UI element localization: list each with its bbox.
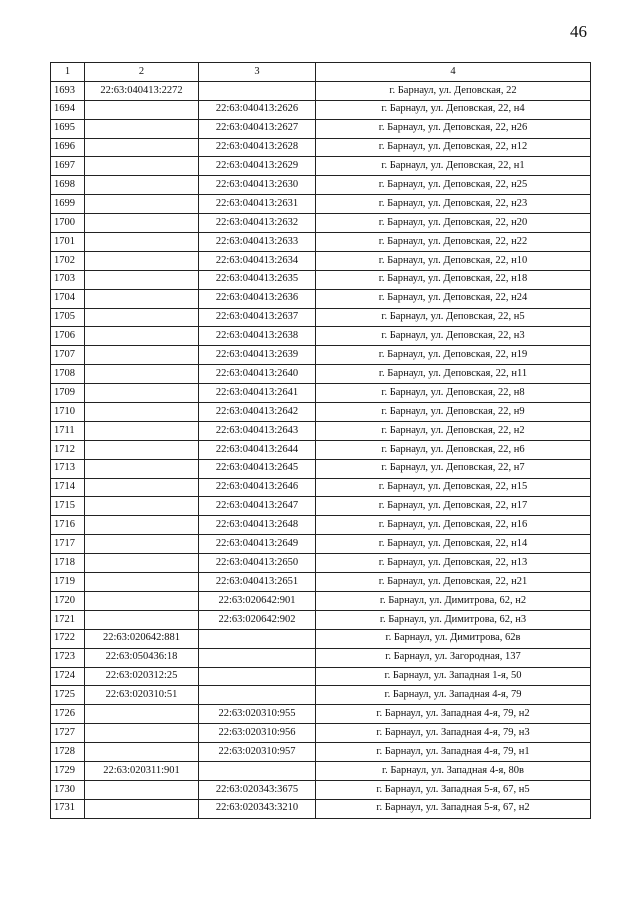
row-number-cell: 1721: [51, 610, 85, 629]
premises-cadastral-number-cell: 22:63:040413:2634: [199, 251, 316, 270]
row-number-cell: 1711: [51, 421, 85, 440]
premises-cadastral-number-cell: 22:63:040413:2639: [199, 346, 316, 365]
row-number-cell: 1717: [51, 535, 85, 554]
address-cell: г. Барнаул, ул. Деповская, 22, н1: [316, 157, 591, 176]
cadastral-number-cell: [85, 403, 199, 422]
premises-cadastral-number-cell: 22:63:040413:2640: [199, 365, 316, 384]
premises-cadastral-number-cell: 22:63:040413:2645: [199, 459, 316, 478]
cadastral-number-cell: 22:63:020642:881: [85, 629, 199, 648]
column-header-1: 1: [51, 63, 85, 82]
premises-cadastral-number-cell: 22:63:040413:2649: [199, 535, 316, 554]
row-number-cell: 1724: [51, 667, 85, 686]
address-cell: г. Барнаул, ул. Димитрова, 62в: [316, 629, 591, 648]
address-cell: г. Барнаул, ул. Деповская, 22, н24: [316, 289, 591, 308]
cadastral-number-cell: [85, 554, 199, 573]
cadastral-number-cell: [85, 421, 199, 440]
premises-cadastral-number-cell: 22:63:040413:2646: [199, 478, 316, 497]
address-cell: г. Барнаул, ул. Загородная, 137: [316, 648, 591, 667]
address-cell: г. Барнаул, ул. Деповская, 22, н14: [316, 535, 591, 554]
address-cell: г. Барнаул, ул. Деповская, 22, н18: [316, 270, 591, 289]
cadastral-number-cell: [85, 799, 199, 818]
premises-cadastral-number-cell: 22:63:020310:957: [199, 743, 316, 762]
table-row: [51, 780, 591, 799]
address-cell: г. Барнаул, ул. Западная 1-я, 50: [316, 667, 591, 686]
cadastral-number-cell: [85, 497, 199, 516]
row-number-cell: 1694: [51, 100, 85, 119]
cadastral-number-cell: [85, 724, 199, 743]
row-number-cell: 1722: [51, 629, 85, 648]
registry-table: [50, 62, 591, 819]
table-row: [51, 610, 591, 629]
table-row: [51, 157, 591, 176]
premises-cadastral-number-cell: 22:63:040413:2629: [199, 157, 316, 176]
table-row: [51, 478, 591, 497]
address-cell: г. Барнаул, ул. Деповская, 22, н21: [316, 573, 591, 592]
row-number-cell: 1723: [51, 648, 85, 667]
premises-cadastral-number-cell: 22:63:040413:2638: [199, 327, 316, 346]
row-number-cell: 1714: [51, 478, 85, 497]
row-number-cell: 1715: [51, 497, 85, 516]
address-cell: г. Барнаул, ул. Деповская, 22, н16: [316, 516, 591, 535]
table-row: [51, 421, 591, 440]
table-row: [51, 195, 591, 214]
row-number-cell: 1731: [51, 799, 85, 818]
cadastral-number-cell: 22:63:050436:18: [85, 648, 199, 667]
table-row: [51, 573, 591, 592]
table-body: [51, 81, 591, 818]
row-number-cell: 1700: [51, 214, 85, 233]
cadastral-number-cell: [85, 591, 199, 610]
page-number: 46: [570, 22, 587, 41]
premises-cadastral-number-cell: [199, 686, 316, 705]
row-number-cell: 1716: [51, 516, 85, 535]
row-number-cell: 1710: [51, 403, 85, 422]
cadastral-number-cell: [85, 535, 199, 554]
cadastral-number-cell: [85, 157, 199, 176]
row-number-cell: 1708: [51, 365, 85, 384]
premises-cadastral-number-cell: 22:63:040413:2630: [199, 176, 316, 195]
table-row: [51, 535, 591, 554]
cadastral-number-cell: 22:63:020312:25: [85, 667, 199, 686]
row-number-cell: 1693: [51, 81, 85, 100]
table-row: [51, 308, 591, 327]
address-cell: г. Барнаул, ул. Деповская, 22, н11: [316, 365, 591, 384]
address-cell: г. Барнаул, ул. Деповская, 22, н25: [316, 176, 591, 195]
premises-cadastral-number-cell: 22:63:040413:2633: [199, 233, 316, 252]
table-row: [51, 365, 591, 384]
table-row: [51, 497, 591, 516]
row-number-cell: 1696: [51, 138, 85, 157]
table-row: [51, 176, 591, 195]
premises-cadastral-number-cell: 22:63:020310:955: [199, 705, 316, 724]
table-row: [51, 686, 591, 705]
cadastral-number-cell: [85, 743, 199, 762]
cadastral-number-cell: [85, 119, 199, 138]
row-number-cell: 1712: [51, 440, 85, 459]
row-number-cell: 1703: [51, 270, 85, 289]
address-cell: г. Барнаул, ул. Димитрова, 62, н2: [316, 591, 591, 610]
premises-cadastral-number-cell: 22:63:020642:902: [199, 610, 316, 629]
premises-cadastral-number-cell: 22:63:040413:2627: [199, 119, 316, 138]
table-row: [51, 667, 591, 686]
table-row: [51, 119, 591, 138]
address-cell: г. Барнаул, ул. Деповская, 22, н5: [316, 308, 591, 327]
row-number-cell: 1695: [51, 119, 85, 138]
row-number-cell: 1705: [51, 308, 85, 327]
table-row: [51, 629, 591, 648]
cadastral-number-cell: 22:63:020311:901: [85, 761, 199, 780]
column-header-3: 3: [199, 63, 316, 82]
table-row: [51, 327, 591, 346]
address-cell: г. Барнаул, ул. Деповская, 22, н15: [316, 478, 591, 497]
cadastral-number-cell: [85, 705, 199, 724]
premises-cadastral-number-cell: 22:63:020343:3675: [199, 780, 316, 799]
cadastral-number-cell: [85, 573, 199, 592]
table-row: [51, 705, 591, 724]
row-number-cell: 1720: [51, 591, 85, 610]
premises-cadastral-number-cell: 22:63:020310:956: [199, 724, 316, 743]
row-number-cell: 1729: [51, 761, 85, 780]
table-row: [51, 761, 591, 780]
premises-cadastral-number-cell: 22:63:040413:2647: [199, 497, 316, 516]
row-number-cell: 1707: [51, 346, 85, 365]
address-cell: г. Барнаул, ул. Западная 4-я, 80в: [316, 761, 591, 780]
table-row: [51, 384, 591, 403]
premises-cadastral-number-cell: [199, 648, 316, 667]
table-row: [51, 743, 591, 762]
premises-cadastral-number-cell: 22:63:040413:2650: [199, 554, 316, 573]
table-row: [51, 251, 591, 270]
premises-cadastral-number-cell: [199, 761, 316, 780]
cadastral-number-cell: [85, 610, 199, 629]
cadastral-number-cell: [85, 270, 199, 289]
table-row: [51, 648, 591, 667]
premises-cadastral-number-cell: 22:63:040413:2631: [199, 195, 316, 214]
address-cell: г. Барнаул, ул. Деповская, 22, н9: [316, 403, 591, 422]
table-row: [51, 138, 591, 157]
premises-cadastral-number-cell: [199, 667, 316, 686]
row-number-cell: 1699: [51, 195, 85, 214]
premises-cadastral-number-cell: 22:63:040413:2644: [199, 440, 316, 459]
row-number-cell: 1706: [51, 327, 85, 346]
table-row: [51, 214, 591, 233]
column-header-2: 2: [85, 63, 199, 82]
premises-cadastral-number-cell: 22:63:040413:2641: [199, 384, 316, 403]
row-number-cell: 1728: [51, 743, 85, 762]
table-row: [51, 459, 591, 478]
address-cell: г. Барнаул, ул. Деповская, 22, н13: [316, 554, 591, 573]
premises-cadastral-number-cell: 22:63:040413:2632: [199, 214, 316, 233]
address-cell: г. Барнаул, ул. Деповская, 22, н20: [316, 214, 591, 233]
cadastral-number-cell: [85, 289, 199, 308]
table-row: [51, 403, 591, 422]
address-cell: г. Барнаул, ул. Деповская, 22, н3: [316, 327, 591, 346]
premises-cadastral-number-cell: 22:63:020343:3210: [199, 799, 316, 818]
table-row: [51, 799, 591, 818]
address-cell: г. Барнаул, ул. Деповская, 22, н23: [316, 195, 591, 214]
row-number-cell: 1719: [51, 573, 85, 592]
address-cell: г. Барнаул, ул. Западная 5-я, 67, н2: [316, 799, 591, 818]
address-cell: г. Барнаул, ул. Западная 4-я, 79: [316, 686, 591, 705]
row-number-cell: 1697: [51, 157, 85, 176]
row-number-cell: 1709: [51, 384, 85, 403]
cadastral-number-cell: [85, 176, 199, 195]
cadastral-number-cell: [85, 516, 199, 535]
table-row: [51, 554, 591, 573]
premises-cadastral-number-cell: 22:63:040413:2636: [199, 289, 316, 308]
premises-cadastral-number-cell: 22:63:040413:2635: [199, 270, 316, 289]
table-row: [51, 724, 591, 743]
row-number-cell: 1725: [51, 686, 85, 705]
table-row: [51, 346, 591, 365]
cadastral-number-cell: 22:63:040413:2272: [85, 81, 199, 100]
premises-cadastral-number-cell: 22:63:040413:2626: [199, 100, 316, 119]
address-cell: г. Барнаул, ул. Димитрова, 62, н3: [316, 610, 591, 629]
address-cell: г. Барнаул, ул. Западная 5-я, 67, н5: [316, 780, 591, 799]
premises-cadastral-number-cell: 22:63:040413:2643: [199, 421, 316, 440]
premises-cadastral-number-cell: [199, 629, 316, 648]
premises-cadastral-number-cell: 22:63:020642:901: [199, 591, 316, 610]
address-cell: г. Барнаул, ул. Западная 4-я, 79, н3: [316, 724, 591, 743]
cadastral-number-cell: 22:63:020310:51: [85, 686, 199, 705]
address-cell: г. Барнаул, ул. Западная 4-я, 79, н2: [316, 705, 591, 724]
cadastral-number-cell: [85, 346, 199, 365]
address-cell: г. Барнаул, ул. Деповская, 22: [316, 81, 591, 100]
row-number-cell: 1726: [51, 705, 85, 724]
address-cell: г. Барнаул, ул. Деповская, 22, н4: [316, 100, 591, 119]
premises-cadastral-number-cell: [199, 81, 316, 100]
address-cell: г. Барнаул, ул. Деповская, 22, н2: [316, 421, 591, 440]
row-number-cell: 1698: [51, 176, 85, 195]
row-number-cell: 1701: [51, 233, 85, 252]
premises-cadastral-number-cell: 22:63:040413:2651: [199, 573, 316, 592]
address-cell: г. Барнаул, ул. Деповская, 22, н26: [316, 119, 591, 138]
premises-cadastral-number-cell: 22:63:040413:2637: [199, 308, 316, 327]
cadastral-number-cell: [85, 384, 199, 403]
row-number-cell: 1718: [51, 554, 85, 573]
cadastral-number-cell: [85, 780, 199, 799]
address-cell: г. Барнаул, ул. Деповская, 22, н8: [316, 384, 591, 403]
table-row: [51, 233, 591, 252]
cadastral-number-cell: [85, 327, 199, 346]
row-number-cell: 1727: [51, 724, 85, 743]
table-row: [51, 591, 591, 610]
table-row: [51, 440, 591, 459]
premises-cadastral-number-cell: 22:63:040413:2648: [199, 516, 316, 535]
table-row: [51, 270, 591, 289]
address-cell: г. Барнаул, ул. Деповская, 22, н6: [316, 440, 591, 459]
table-row: [51, 81, 591, 100]
address-cell: г. Барнаул, ул. Деповская, 22, н12: [316, 138, 591, 157]
table-header-row: [51, 63, 591, 82]
cadastral-number-cell: [85, 365, 199, 384]
row-number-cell: 1702: [51, 251, 85, 270]
row-number-cell: 1730: [51, 780, 85, 799]
column-header-4: 4: [316, 63, 591, 82]
premises-cadastral-number-cell: 22:63:040413:2628: [199, 138, 316, 157]
table-row: [51, 516, 591, 535]
cadastral-number-cell: [85, 478, 199, 497]
cadastral-number-cell: [85, 251, 199, 270]
address-cell: г. Барнаул, ул. Деповская, 22, н19: [316, 346, 591, 365]
table-row: [51, 100, 591, 119]
address-cell: г. Барнаул, ул. Западная 4-я, 79, н1: [316, 743, 591, 762]
cadastral-number-cell: [85, 138, 199, 157]
cadastral-number-cell: [85, 459, 199, 478]
cadastral-number-cell: [85, 100, 199, 119]
address-cell: г. Барнаул, ул. Деповская, 22, н17: [316, 497, 591, 516]
cadastral-number-cell: [85, 195, 199, 214]
cadastral-number-cell: [85, 308, 199, 327]
cadastral-number-cell: [85, 214, 199, 233]
address-cell: г. Барнаул, ул. Деповская, 22, н7: [316, 459, 591, 478]
table-row: [51, 289, 591, 308]
cadastral-number-cell: [85, 233, 199, 252]
row-number-cell: 1713: [51, 459, 85, 478]
row-number-cell: 1704: [51, 289, 85, 308]
address-cell: г. Барнаул, ул. Деповская, 22, н22: [316, 233, 591, 252]
cadastral-number-cell: [85, 440, 199, 459]
premises-cadastral-number-cell: 22:63:040413:2642: [199, 403, 316, 422]
address-cell: г. Барнаул, ул. Деповская, 22, н10: [316, 251, 591, 270]
